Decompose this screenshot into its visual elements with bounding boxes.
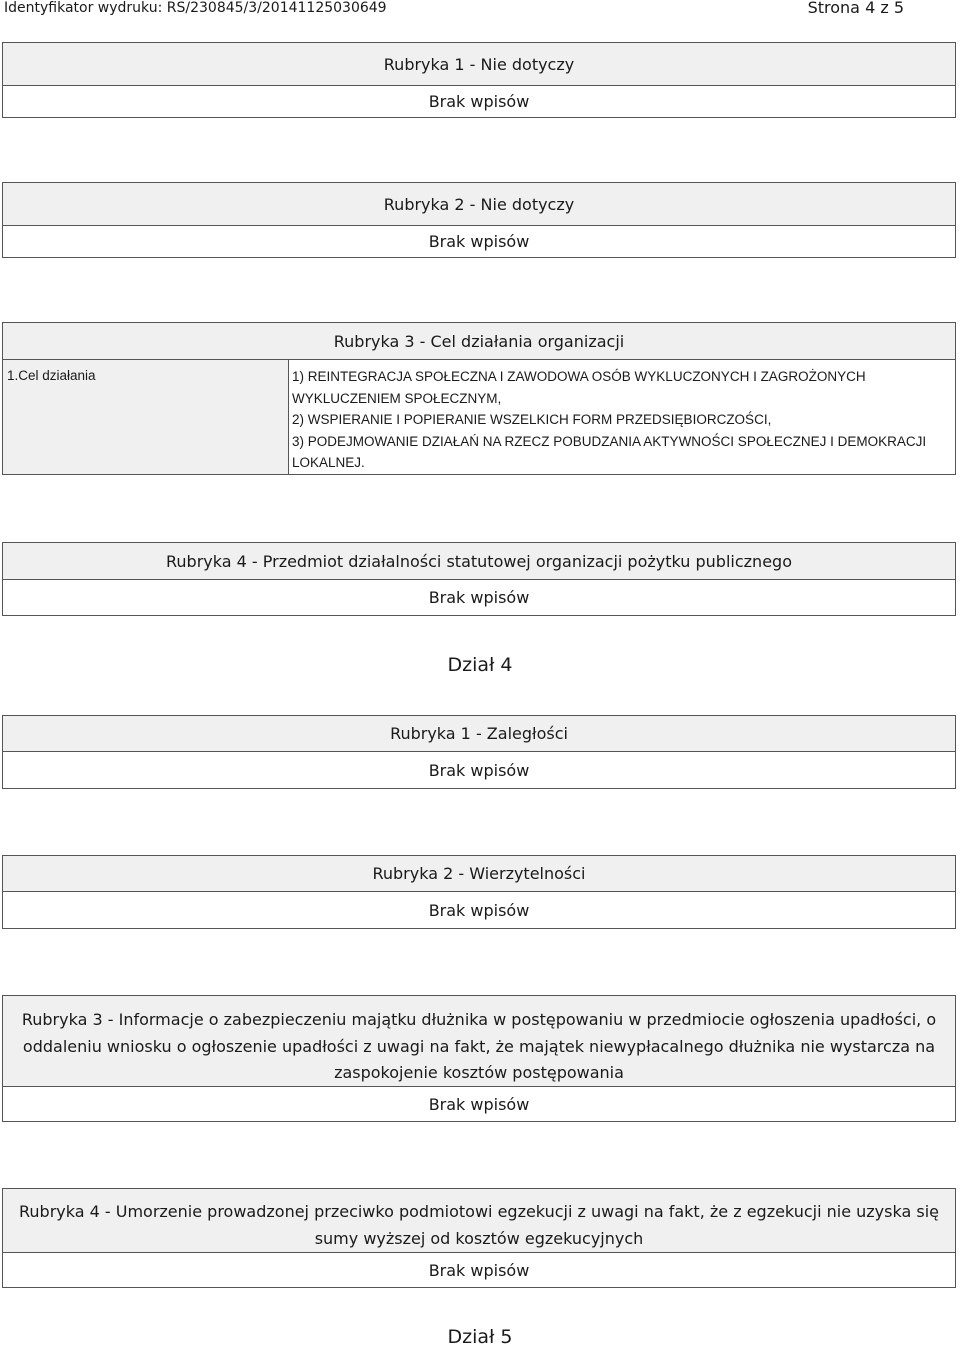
row-label: 1.Cel działania (3, 360, 289, 474)
section-title: Rubryka 3 - Cel działania organizacji (3, 323, 955, 360)
value-line: WYKLUCZENIEM SPOŁECZNYM, (292, 390, 502, 406)
section-title (3, 1189, 955, 1253)
section-body: Brak wpisów (428, 1260, 530, 1280)
value-line: LOKALNEJ. (292, 455, 365, 470)
print-identifier: Identyfikator wydruku: RS/230845/3/20141125030649 (4, 0, 387, 16)
section-body: Brak wpisów (428, 232, 530, 251)
section-title: Rubryka 2 - Wierzytelności (3, 856, 955, 892)
title-line: sumy wyższej od kosztów egzekucyjnych (314, 1229, 644, 1248)
section-zabezpieczenie-majatku (2, 995, 956, 1122)
section-body: Brak wpisów (428, 92, 530, 111)
title-line: Rubryka 4 - Umorzenie prowadzonej przeciwko podmiotowi egzekucji z uwagi na fakt, że z egzekucji nie uzyska się (19, 1202, 939, 1221)
value-line: 3) PODEJMOWANIE DZIAŁAŃ NA RZECZ POBUDZANIA AKTYWNOŚCI SPOŁECZNEJ I DEMOKRACJI (292, 433, 927, 449)
section-title: Rubryka 2 - Nie dotyczy (3, 183, 955, 226)
section-rubryka-3 (2, 322, 956, 475)
section-title: Rubryka 1 - Zaległości (3, 716, 955, 752)
section-rubryka-2 (2, 182, 956, 258)
title-line: oddaleniu wniosku o ogłoszenie upadłości z uwagi na fakt, że majątek niewypłacalnego dłużnika nie wystarcza na (22, 1036, 936, 1056)
section-wierzytelnosci (2, 855, 956, 929)
title-line: zaspokojenie kosztów postępowania (334, 1063, 624, 1082)
section-body: Brak wpisów (428, 760, 530, 780)
section-umorzenie-egzekucji (2, 1188, 956, 1288)
section-title (3, 996, 955, 1087)
section-zaleglosci (2, 715, 956, 789)
section-title: Rubryka 1 - Nie dotyczy (3, 43, 955, 86)
section-body: Brak wpisów (428, 1094, 530, 1114)
value-line: 2) WSPIERANIE I POPIERANIE WSZELKICH FORM PRZEDSIĘBIORCZOŚCI, (292, 412, 772, 427)
section-rubryka-4 (2, 542, 956, 616)
dzial-5-heading: Dział 5 (447, 1326, 513, 1348)
dzial-4-heading: Dział 4 (447, 654, 513, 676)
section-rubryka-1 (2, 42, 956, 118)
section-title: Rubryka 4 - Przedmiot działalności statutowej organizacji pożytku publicznego (3, 543, 955, 580)
page-number: Strona 4 z 5 (807, 0, 904, 17)
title-line: Rubryka 3 - Informacje o zabezpieczeniu majątku dłużnika w postępowaniu w przedmiocie ogłoszenia upadłości, o (21, 1010, 937, 1029)
section-body: Brak wpisów (428, 588, 530, 607)
section-body: Brak wpisów (428, 900, 530, 920)
cel-dzialania-row (3, 360, 955, 474)
value-line: 1) REINTEGRACJA SPOŁECZNA I ZAWODOWA OSÓB WYKLUCZONYCH I ZAGROŻONYCH (292, 369, 866, 384)
row-value (289, 360, 955, 474)
